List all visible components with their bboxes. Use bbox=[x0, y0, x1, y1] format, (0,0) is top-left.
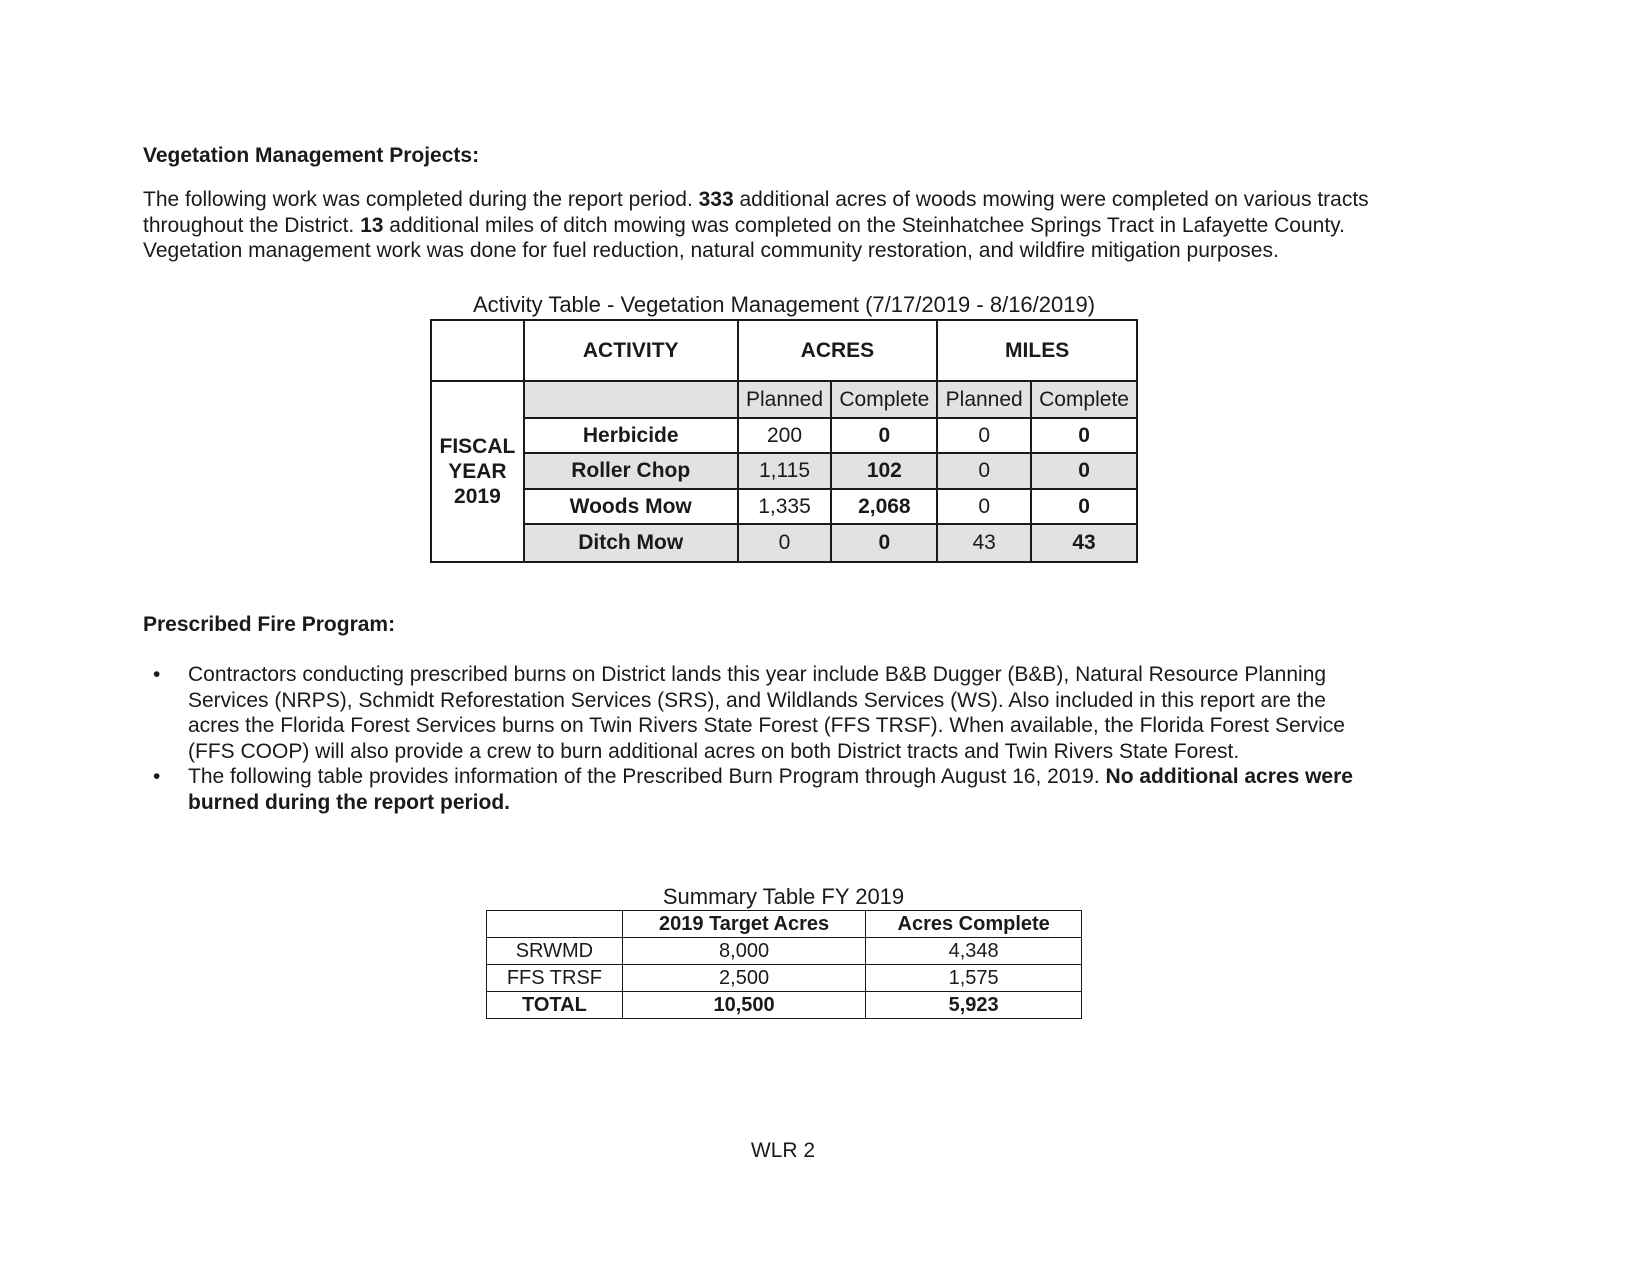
miles-complete: 0 bbox=[1031, 418, 1137, 453]
miles-complete: 0 bbox=[1031, 453, 1137, 489]
activity-table bbox=[430, 319, 1138, 563]
target-acres: 8,000 bbox=[622, 938, 865, 965]
table-row bbox=[431, 524, 1137, 562]
miles-planned-header: Planned bbox=[937, 381, 1031, 418]
table-row bbox=[431, 418, 1137, 453]
activity-name: Ditch Mow bbox=[524, 524, 738, 562]
acres-complete: 1,575 bbox=[866, 965, 1082, 992]
acres-complete: 102 bbox=[831, 453, 937, 489]
acres-complete: 0 bbox=[831, 524, 937, 562]
miles-complete-header: Complete bbox=[1031, 381, 1137, 418]
activity-table-caption: Activity Table - Vegetation Management (7/17/2019 - 8/16/2019) bbox=[472, 292, 1096, 317]
fiscal-year-cell bbox=[431, 381, 524, 562]
table-row bbox=[431, 489, 1137, 524]
fire-bullet-list bbox=[143, 662, 1463, 815]
summary-table-caption: Summary Table FY 2019 bbox=[662, 884, 905, 909]
table-row bbox=[487, 965, 1082, 992]
acres-planned: 1,115 bbox=[738, 453, 832, 489]
acres-complete: 0 bbox=[831, 418, 937, 453]
miles-planned: 43 bbox=[937, 524, 1031, 562]
veg-text-3: additional miles of ditch mowing was completed on the Steinhatchee Springs Tract in Lafayette County. Vegetation management work was done for fuel reduction, natural community restoration, and wildfire mitigation purposes. bbox=[143, 213, 1345, 262]
empty-header-cell bbox=[487, 911, 623, 938]
miles-header: MILES bbox=[937, 320, 1137, 381]
veg-paragraph bbox=[143, 187, 1473, 264]
acres-complete-header: Acres Complete bbox=[866, 911, 1082, 938]
activity-header-row bbox=[431, 320, 1137, 381]
acres-complete-header: Complete bbox=[831, 381, 937, 418]
bullet-icon: • bbox=[153, 663, 161, 686]
fire-bullet-2 bbox=[188, 765, 1353, 814]
page-number: WLR 2 bbox=[750, 1139, 816, 1162]
veg-miles-value: 13 bbox=[360, 213, 384, 237]
activity-name: Herbicide bbox=[524, 418, 738, 453]
fiscal-year-line3: 2019 bbox=[454, 485, 501, 508]
row-label: FFS TRSF bbox=[487, 965, 623, 992]
activity-name: Roller Chop bbox=[524, 453, 738, 489]
miles-planned: 0 bbox=[937, 418, 1031, 453]
activity-subheader-row bbox=[431, 381, 1137, 418]
empty-subheader-cell bbox=[524, 381, 738, 418]
fire-bullet-1-text: Contractors conducting prescribed burns on District lands this year include B&B Dugger (B&B), Natural Resource Planning Services (NRPS), Schmidt Reforestation Services (SRS), and Wildlands Services (WS). Also included in this report are the acres the Florida Forest Services burns on Twin Rivers State Forest (FFS TRSF). When available, the Florida Forest Service (FFS COOP) will also provide a crew to burn additional acres on both District tracts and Twin Rivers State Forest. bbox=[188, 663, 1345, 763]
target-acres: 2,500 bbox=[622, 965, 865, 992]
list-item bbox=[143, 764, 1463, 815]
acres-planned: 1,335 bbox=[738, 489, 832, 524]
miles-planned: 0 bbox=[937, 489, 1031, 524]
miles-complete: 0 bbox=[1031, 489, 1137, 524]
table-row bbox=[431, 453, 1137, 489]
miles-complete: 43 bbox=[1031, 524, 1137, 562]
fiscal-year-line2: YEAR bbox=[448, 460, 507, 483]
acres-planned: 0 bbox=[738, 524, 832, 562]
acres-planned: 200 bbox=[738, 418, 832, 453]
target-acres: 10,500 bbox=[622, 992, 865, 1019]
miles-planned: 0 bbox=[937, 453, 1031, 489]
fire-bullet-2-bold: No additional acres were burned during the report period. bbox=[188, 765, 1353, 814]
veg-text-1: The following work was completed during the report period. bbox=[143, 188, 699, 211]
target-acres-header: 2019 Target Acres bbox=[622, 911, 865, 938]
list-item bbox=[143, 662, 1463, 764]
acres-complete: 5,923 bbox=[866, 992, 1082, 1019]
row-label: SRWMD bbox=[487, 938, 623, 965]
total-row bbox=[487, 992, 1082, 1019]
fire-heading: Prescribed Fire Program: bbox=[143, 613, 396, 636]
acres-header: ACRES bbox=[738, 320, 938, 381]
bullet-icon: • bbox=[153, 765, 161, 788]
veg-acres-value: 333 bbox=[698, 188, 734, 211]
fire-bullet-2-text: The following table provides information of the Prescribed Burn Program through August 16, 2019. bbox=[188, 765, 1106, 788]
empty-header-cell bbox=[431, 320, 524, 381]
table-row bbox=[487, 938, 1082, 965]
activity-header: ACTIVITY bbox=[524, 320, 738, 381]
activity-name: Woods Mow bbox=[524, 489, 738, 524]
acres-planned-header: Planned bbox=[738, 381, 832, 418]
row-label: TOTAL bbox=[487, 992, 623, 1019]
veg-text-2: additional acres of woods mowing were completed on various tracts throughout the District. bbox=[143, 188, 1369, 237]
summary-table bbox=[486, 910, 1082, 1019]
acres-complete: 2,068 bbox=[831, 489, 937, 524]
summary-header-row bbox=[487, 911, 1082, 938]
fiscal-year-line1: FISCAL bbox=[439, 435, 516, 458]
veg-heading: Vegetation Management Projects: bbox=[143, 144, 480, 167]
acres-complete: 4,348 bbox=[866, 938, 1082, 965]
